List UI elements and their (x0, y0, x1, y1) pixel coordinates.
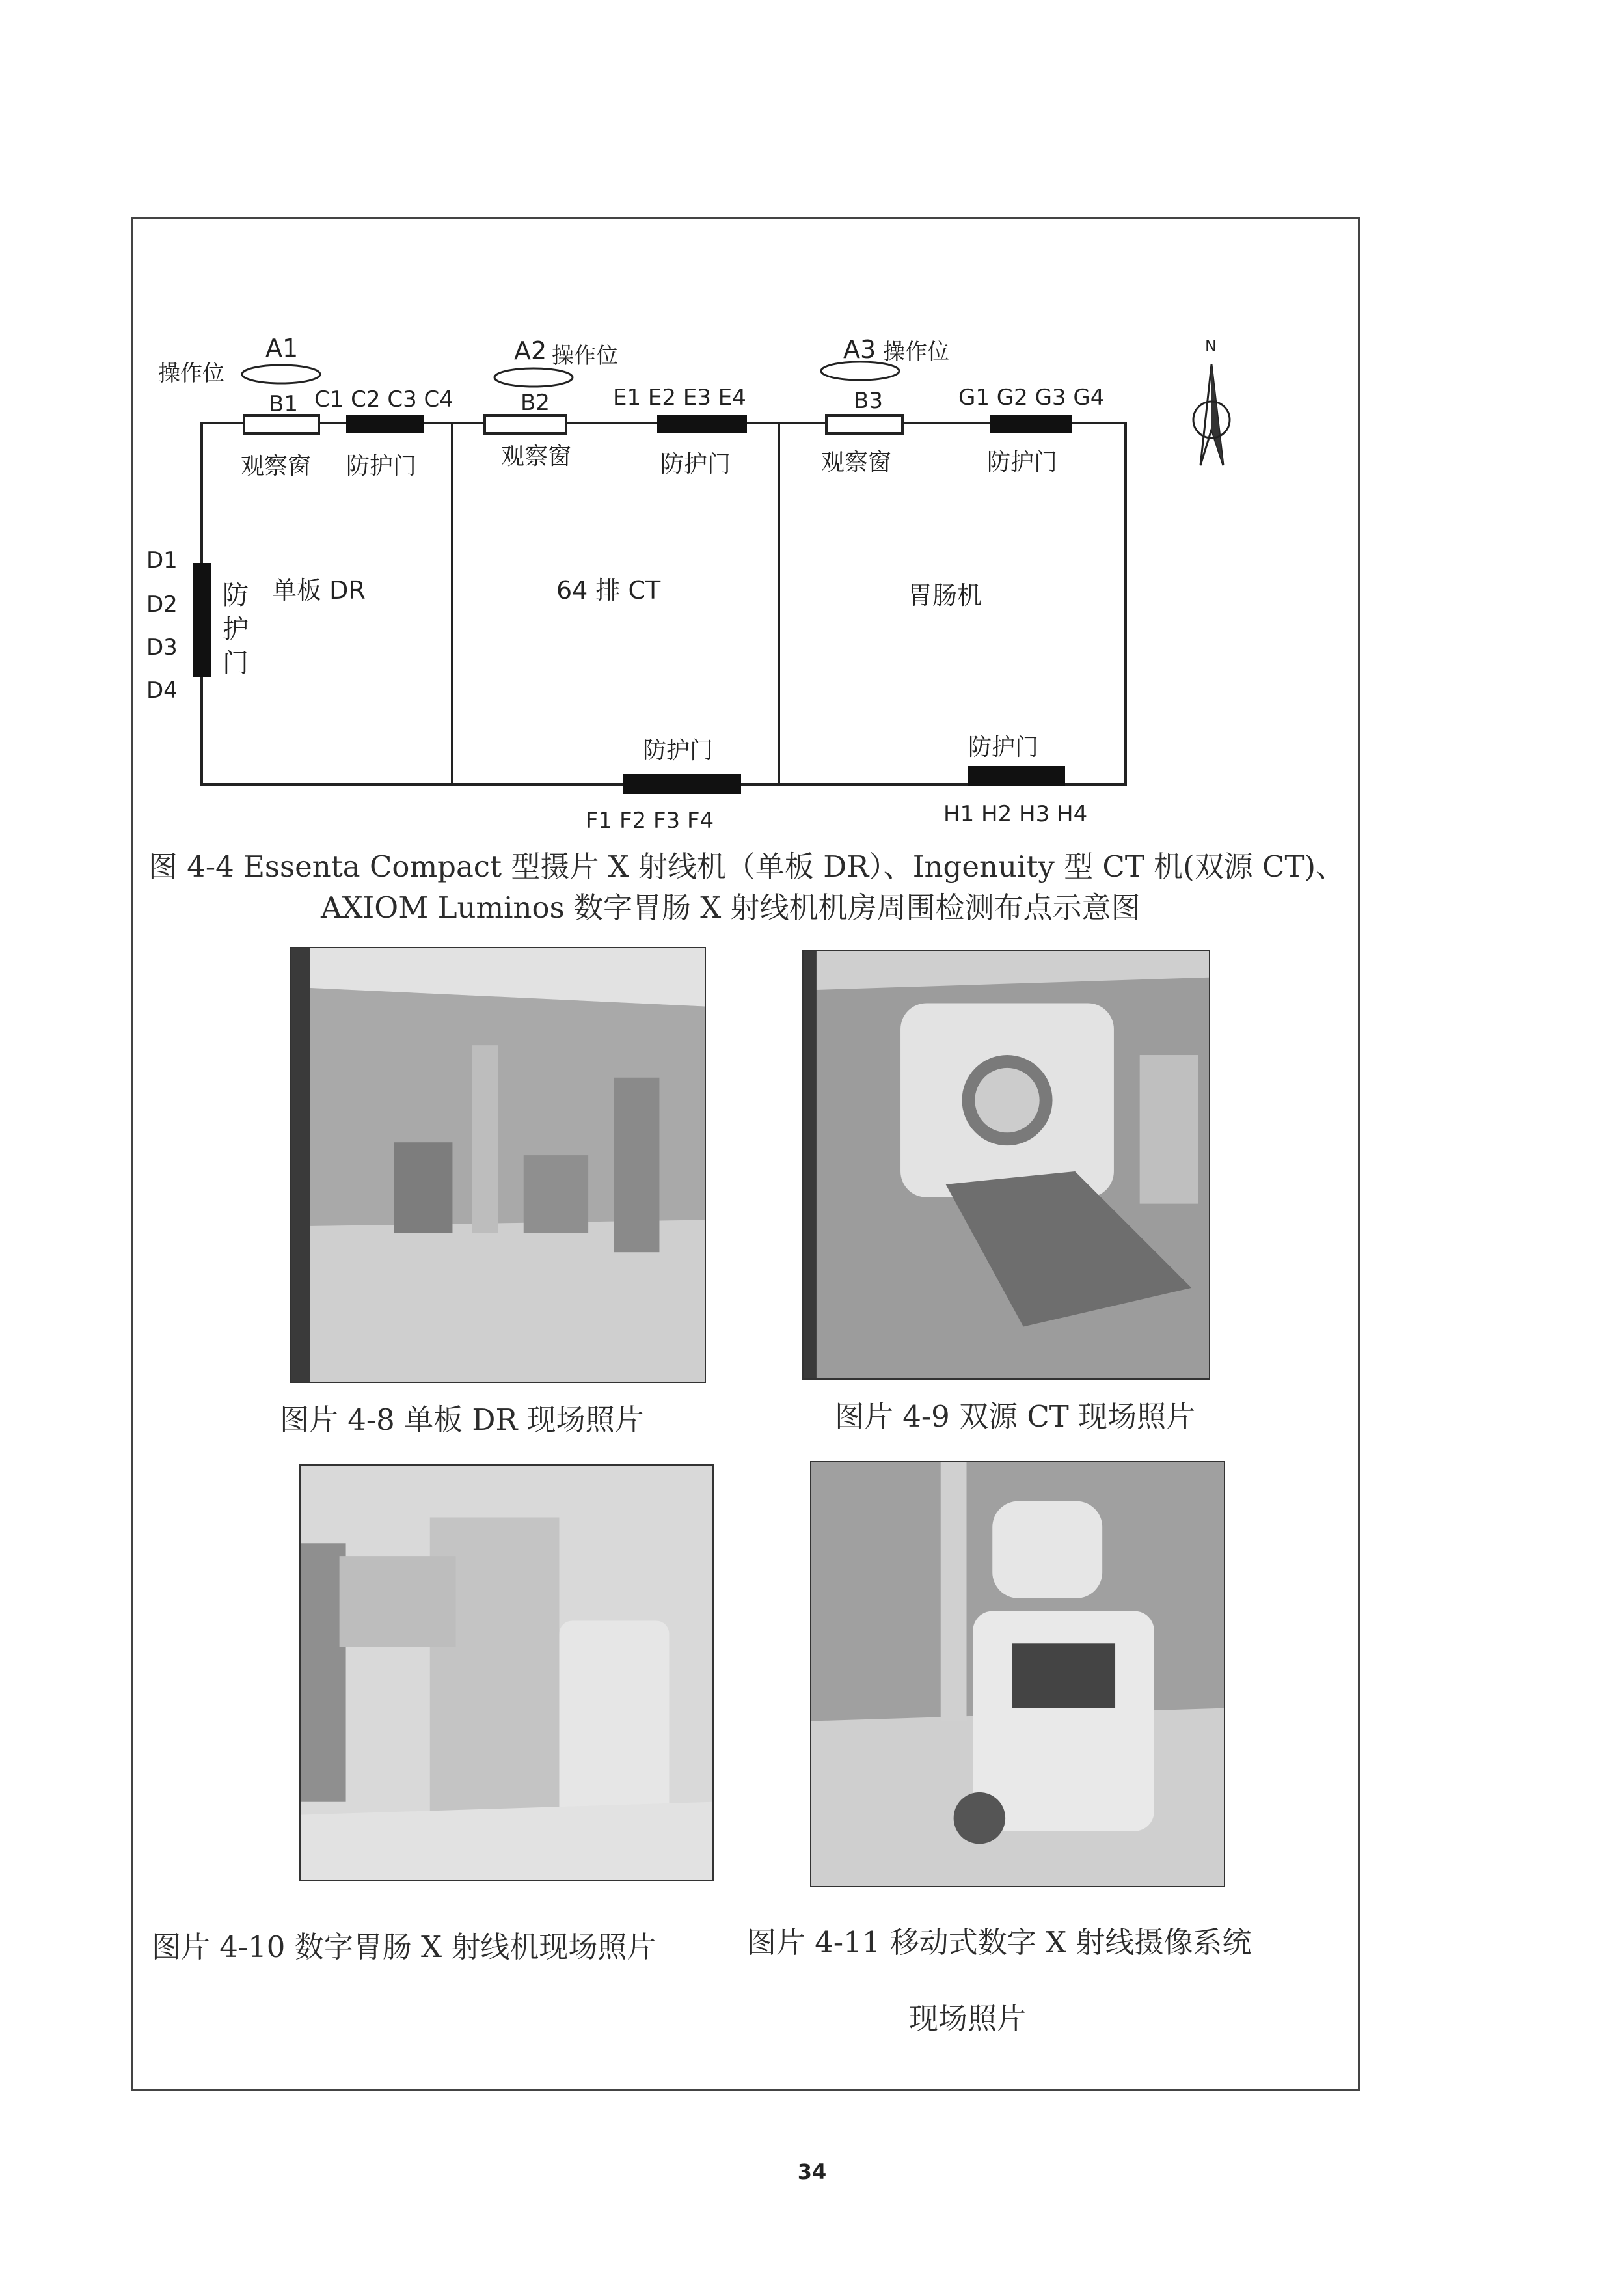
protective-door-e (657, 415, 747, 433)
point-b3: B3 (854, 388, 883, 414)
north-compass-icon (1193, 364, 1230, 465)
point-d2: D2 (146, 592, 178, 618)
point-d1: D1 (146, 547, 178, 573)
protective-door-c (346, 415, 424, 433)
door-label-c: 防护门 (346, 453, 417, 480)
point-b2: B2 (521, 390, 550, 416)
compass-n-label: N (1205, 337, 1217, 355)
door-label-f: 防护门 (643, 737, 714, 764)
door-label-h: 防护门 (968, 734, 1039, 761)
protective-door-f (623, 774, 741, 794)
photo-caption-4-11-line1: 图片 4-11 移动式数字 X 射线摄像系统 (747, 1925, 1252, 1960)
room-gi-label: 胃肠机 (908, 581, 982, 610)
point-d3: D3 (146, 635, 178, 661)
window-label-2: 观察窗 (501, 443, 572, 470)
observation-window-2 (485, 415, 566, 433)
door-vertical-2: 护 (223, 614, 249, 644)
protective-door-h (968, 766, 1065, 786)
door-vertical-3: 门 (223, 648, 249, 678)
point-a3: A3 (843, 335, 876, 364)
photo-caption-4-11-line2: 现场照片 (909, 2001, 1027, 2036)
photo-caption-4-10: 图片 4-10 数字胃肠 X 射线机现场照片 (152, 1930, 656, 1964)
point-d4: D4 (146, 677, 178, 704)
operator-label-a1: 操作位 (158, 361, 224, 387)
photo-caption-4-9: 图片 4-9 双源 CT 现场照片 (835, 1399, 1196, 1434)
point-b1: B1 (269, 391, 298, 417)
door-label-e: 防护门 (660, 451, 731, 478)
floor-plan-diagram (0, 0, 1624, 846)
point-a1: A1 (265, 334, 299, 362)
operator-ellipse-1 (242, 365, 320, 383)
observation-window-3 (826, 415, 902, 433)
window-label-1: 观察窗 (241, 453, 312, 480)
door-vertical-1: 防 (223, 581, 249, 610)
operator-ellipse-2 (494, 368, 573, 387)
protective-door-d (193, 563, 211, 677)
photo-caption-4-8: 图片 4-8 单板 DR 现场照片 (280, 1402, 644, 1437)
window-label-3: 观察窗 (821, 449, 892, 476)
operator-label-a3: 操作位 (883, 339, 949, 365)
points-c: C1 C2 C3 C4 (314, 387, 453, 413)
figure-caption-line1: 图 4-4 Essenta Compact 型摄片 X 射线机（单板 DR）、Ingenuity 型 CT 机(双源 CT)、 (148, 849, 1346, 884)
room-dr-label: 单板 DR (272, 576, 366, 605)
points-e: E1 E2 E3 E4 (613, 385, 746, 411)
page-number: 34 (797, 2159, 827, 2184)
photo-mobile-dr (810, 1461, 1225, 1887)
points-h: H1 H2 H3 H4 (943, 801, 1088, 827)
protective-door-g (990, 415, 1072, 433)
room-ct-label: 64 排 CT (556, 576, 661, 605)
observation-window-1 (244, 415, 319, 433)
figure-caption-line2: AXIOM Luminos 数字胃肠 X 射线机机房周围检测布点示意图 (321, 890, 1141, 925)
points-f: F1 F2 F3 F4 (586, 808, 714, 834)
points-g: G1 G2 G3 G4 (958, 385, 1105, 411)
photo-gi-xray (299, 1464, 714, 1881)
photo-ct-room (802, 950, 1210, 1380)
point-a2: A2 (514, 336, 547, 365)
door-label-g: 防护门 (987, 449, 1058, 476)
photo-dr-room (290, 947, 706, 1383)
operator-label-a2: 操作位 (552, 343, 618, 369)
